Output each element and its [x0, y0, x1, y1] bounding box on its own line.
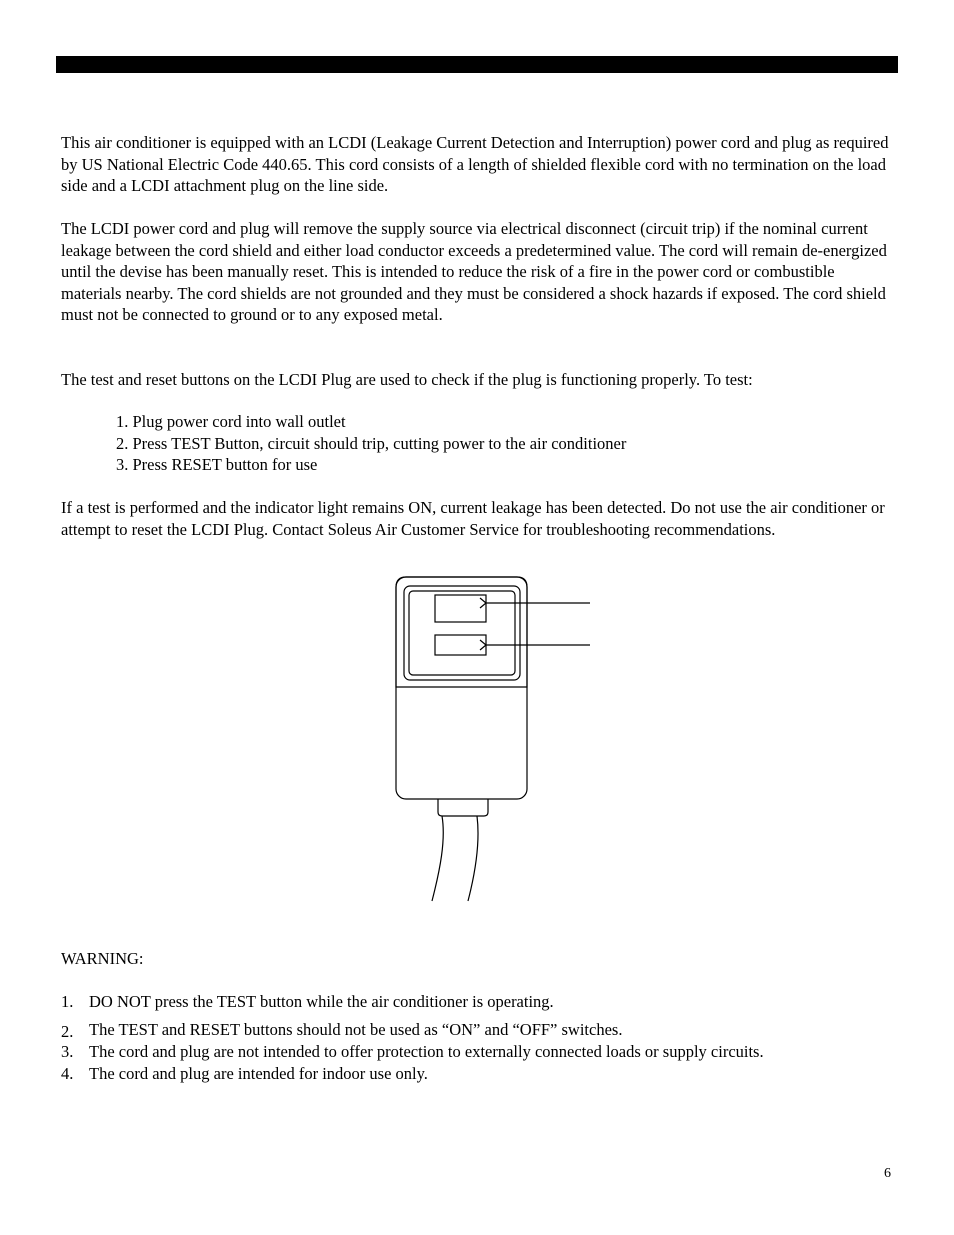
button-panel-outer	[404, 586, 520, 680]
warning-item	[61, 1017, 764, 1041]
warning-text: The cord and plug are intended for indoor use only.	[89, 1064, 428, 1083]
warning-item	[61, 991, 764, 1017]
plug-body	[396, 577, 527, 799]
test-arrowhead	[480, 598, 486, 608]
warning-item	[61, 1041, 764, 1063]
plug-head	[396, 577, 527, 687]
warning-number: 4.	[61, 1064, 74, 1083]
reset-arrowhead	[480, 640, 486, 650]
lcdi-description-paragraph: The LCDI power cord and plug will remove the supply source via electrical disconnect (circuit trip) if the nominal current leakage between the cord shield and either load conductor exceeds a predetermined value. The cord will remain de-energized until the devise has been manually reset. This is intended to reduce the risk of a fire in the power cord or combustible materials nearby. The cord shields are not grounded and they must be considered a shock hazards if exposed. The cord shield must not be connected to ground or to any exposed metal.	[61, 219, 887, 324]
page-number: 6	[884, 1166, 891, 1181]
test-intro-paragraph: The test and reset buttons on the LCDI Plug are used to check if the plug is functioning properly. To test:	[61, 370, 753, 389]
reset-button	[435, 635, 486, 655]
test-steps-list	[116, 411, 626, 476]
warning-text: DO NOT press the TEST button while the air conditioner is operating.	[89, 992, 554, 1011]
warning-text: The TEST and RESET buttons should not be used as “ON” and “OFF” switches.	[89, 1020, 623, 1039]
power-cord-left	[432, 816, 443, 901]
warning-number: 2.	[61, 1022, 74, 1041]
warning-title: WARNING:	[61, 949, 144, 968]
test-step: 2. Press TEST Button, circuit should trip, cutting power to the air conditioner	[116, 433, 627, 453]
warning-list	[61, 991, 764, 1085]
test-step: 1. Plug power cord into wall outlet	[116, 412, 346, 431]
header-bar	[56, 56, 898, 73]
lcdi-plug-diagram	[380, 570, 620, 910]
warning-number: 1.	[61, 992, 74, 1011]
warning-number: 3.	[61, 1042, 74, 1061]
indicator-paragraph: If a test is performed and the indicator light remains ON, current leakage has been detected. Do not use the air conditioner or attempt to reset the LCDI Plug. Contact Soleus Air Customer Service for troubleshooting recommendations.	[61, 498, 885, 539]
strain-relief	[438, 799, 488, 816]
warning-item	[61, 1063, 764, 1085]
test-button	[435, 595, 486, 622]
power-cord-right	[468, 816, 478, 901]
intro-paragraph: This air conditioner is equipped with an LCDI (Leakage Current Detection and Interruption) power cord and plug as required by US National Electric Code 440.65. This cord consists of a length of shielded flexible cord with no termination on the load side and a LCDI attachment plug on the line side.	[61, 133, 889, 195]
test-step: 3. Press RESET button for use	[116, 455, 318, 474]
warning-text: The cord and plug are not intended to offer protection to externally connected loads or supply circuits.	[89, 1042, 764, 1061]
